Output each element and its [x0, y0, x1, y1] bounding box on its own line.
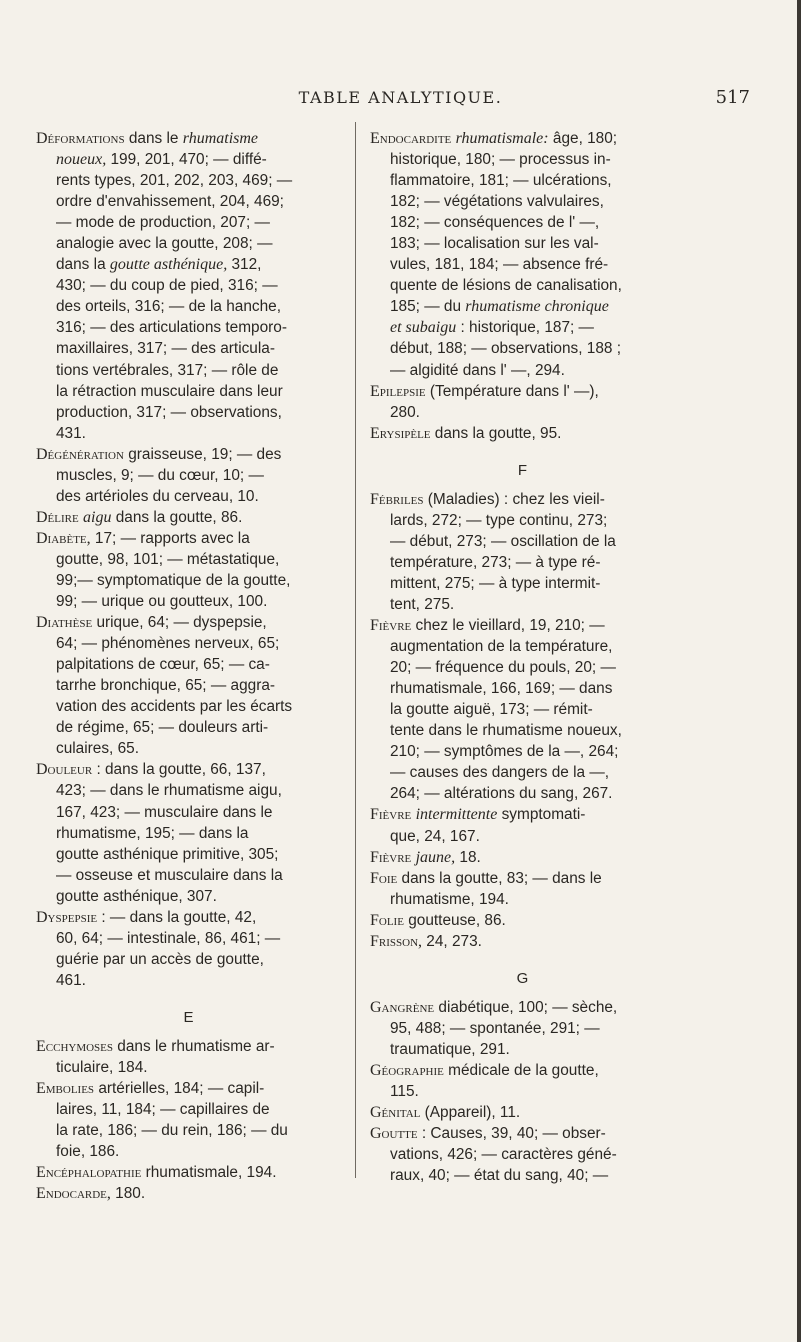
entry-text: 99; — urique ou goutteux, 100. — [56, 593, 268, 611]
entry-text: foie, 186. — [56, 1143, 120, 1161]
entry-line — [370, 594, 675, 615]
entry-headword: Endocarde, — [36, 1185, 111, 1203]
index-entry — [36, 507, 341, 528]
entry-line — [370, 149, 675, 170]
entry-text: rhumatisme, 195; — dans la — [56, 824, 249, 842]
entry-italic-text: noueux, — [56, 151, 107, 169]
entry-text: — osseuse et musculaire dans la — [56, 866, 283, 884]
entry-line — [370, 997, 675, 1018]
entry-text: 210; — symptômes de la —, 264; — [390, 743, 619, 761]
entry-text: analogie avec la goutte, 208; — — [56, 235, 273, 253]
entry-line — [36, 802, 341, 823]
entry-text: chez le vieillard, 19, 210; — — [411, 617, 605, 635]
entry-text: vations, 426; — caractères géné- — [390, 1146, 617, 1164]
entry-line — [370, 552, 675, 573]
entry-text: âge, 180; — [548, 130, 618, 147]
entry-line — [370, 1081, 675, 1102]
entry-text: 264; — altérations du sang, 267. — [390, 785, 613, 803]
entry-headword: Fièvre — [370, 848, 412, 866]
entry-line — [370, 889, 675, 910]
entry-italic-text: goutte asthénique, — [109, 256, 228, 274]
entry-line — [370, 1144, 675, 1165]
entry-text: guérie par un accès de goutte, — [56, 950, 264, 968]
index-entry — [36, 1078, 341, 1162]
entry-line — [36, 886, 341, 907]
entry-headword: Erysipèle — [370, 424, 431, 442]
entry-line — [36, 970, 341, 991]
index-entry — [370, 381, 675, 423]
page-header — [0, 88, 801, 114]
entry-headword: Dégénération — [36, 445, 124, 463]
entry-line — [36, 928, 341, 949]
entry-italic-text: rhumatismale: — [455, 130, 549, 147]
entry-line — [36, 191, 341, 212]
entry-line — [370, 423, 675, 444]
entry-text: que, 24, 167. — [390, 827, 480, 845]
entry-text: flammatoire, 181; — ulcérations, — [390, 172, 612, 190]
entry-text: graisseuse, 19; — des — [123, 445, 282, 463]
entry-line — [370, 489, 675, 510]
entry-line — [370, 868, 675, 889]
index-entry — [36, 1036, 341, 1078]
entry-line — [370, 847, 675, 868]
entry-line — [370, 783, 675, 804]
entry-line — [36, 570, 341, 591]
index-entry — [370, 1060, 675, 1102]
entry-text: médicale de la goutte, — [443, 1061, 599, 1079]
entry-headword: Goutte — [370, 1125, 418, 1143]
entry-text: des orteils, 316; — de la hanche, — [56, 298, 282, 316]
entry-line — [370, 128, 675, 149]
index-entry — [36, 612, 341, 759]
index-entry — [36, 1183, 341, 1204]
entry-line — [36, 696, 341, 717]
entry-line — [370, 296, 675, 317]
entry-headword: Folie — [370, 911, 404, 929]
index-entry — [370, 931, 675, 952]
entry-line — [36, 633, 341, 654]
entry-text: 167, 423; — musculaire dans le — [56, 803, 273, 821]
entry-line — [370, 720, 675, 741]
index-column-right — [370, 128, 675, 1186]
entry-text: dans le rhumatisme ar- — [113, 1037, 275, 1055]
index-entry — [36, 1162, 341, 1183]
entry-text: rhumatismale, 194. — [141, 1164, 277, 1182]
entry-headword: Dyspepsie — [36, 908, 98, 926]
entry-line — [370, 931, 675, 952]
entry-line — [36, 907, 341, 928]
entry-line — [370, 510, 675, 531]
page-number: 517 — [715, 87, 750, 108]
entry-line — [36, 759, 341, 780]
entry-text: 431. — [56, 424, 86, 442]
entry-text: muscles, 9; — du cœur, 10; — — [56, 466, 264, 484]
entry-text: 95, 488; — spontanée, 291; — — [390, 1019, 600, 1037]
entry-line — [36, 486, 341, 507]
entry-line — [36, 275, 341, 296]
entry-text: 183; — localisation sur les val- — [390, 235, 599, 253]
entry-line — [36, 949, 341, 970]
entry-line — [36, 549, 341, 570]
entry-text: vules, 181, 184; — absence fré- — [390, 256, 609, 274]
entry-italic-text: rhumatisme chronique — [465, 298, 609, 316]
entry-text: production, 317; — observations, — [56, 403, 282, 421]
entry-line — [370, 1060, 675, 1081]
entry-line — [370, 573, 675, 594]
entry-line — [36, 1141, 341, 1162]
entry-line — [36, 612, 341, 633]
entry-line — [370, 1039, 675, 1060]
index-entry — [370, 847, 675, 868]
entry-text: 280. — [390, 403, 420, 421]
entry-text: artérielles, 184; — capil- — [94, 1080, 265, 1098]
entry-line — [370, 762, 675, 783]
entry-line — [370, 402, 675, 423]
entry-line — [36, 212, 341, 233]
entry-line — [370, 657, 675, 678]
entry-line — [370, 212, 675, 233]
entry-headword: Ecchymoses — [36, 1037, 114, 1055]
index-entry — [370, 423, 675, 444]
entry-text: tions vertébrales, 317; — rôle de — [56, 361, 279, 379]
entry-text: maxillaires, 317; — des articula- — [56, 340, 275, 358]
entry-italic-text: jaune, — [415, 848, 456, 866]
entry-text: augmentation de la température, — [390, 638, 613, 656]
entry-text: (Appareil), 11. — [420, 1104, 521, 1122]
entry-text: la goutte aiguë, 173; — rémit- — [390, 701, 593, 719]
entry-text: température, 273; — à type ré- — [390, 553, 601, 571]
entry-headword: Fébriles — [370, 490, 424, 508]
entry-text: 115. — [390, 1083, 419, 1101]
index-entry — [370, 489, 675, 615]
entry-text: 60, 64; — intestinale, 86, 461; — — [56, 929, 281, 947]
entry-line — [370, 636, 675, 657]
entry-headword: Douleur — [36, 761, 93, 779]
entry-text: goutte asthénique primitive, 305; — [56, 845, 279, 863]
entry-line — [36, 1078, 341, 1099]
entry-text: tent, 275. — [390, 595, 455, 613]
entry-text: 182; — végétations valvulaires, — [390, 193, 604, 211]
entry-line — [370, 741, 675, 762]
entry-line — [370, 254, 675, 275]
index-entry — [370, 997, 675, 1060]
entry-italic-text: aigu — [83, 508, 112, 526]
entry-line — [370, 275, 675, 296]
entry-text: lards, 272; — type continu, 273; — [390, 511, 608, 529]
entry-line — [36, 1183, 341, 1204]
entry-text: tarrhe bronchique, 65; — aggra- — [56, 677, 276, 695]
entry-text: 24, 273. — [422, 932, 482, 950]
entry-headword: Délire — [36, 508, 79, 526]
index-entry — [36, 128, 341, 444]
entry-text: 423; — dans le rhumatisme aigu, — [56, 782, 282, 800]
entry-line — [370, 1123, 675, 1144]
entry-text: 182; — conséquences de l' —, — [390, 214, 600, 232]
entry-text: des artérioles du cerveau, 10. — [56, 487, 259, 505]
index-entry — [370, 804, 675, 846]
entry-line — [370, 1018, 675, 1039]
entry-line — [36, 1120, 341, 1141]
section-letter: G — [516, 969, 529, 987]
entry-text: rhumatismale, 166, 169; — dans — [390, 680, 613, 698]
entry-text: dans la goutte, 95. — [430, 424, 562, 442]
entry-text: goutte, 98, 101; — métastatique, — [56, 550, 280, 568]
entry-text: traumatique, 291. — [390, 1040, 510, 1058]
entry-line — [36, 738, 341, 759]
entry-line — [36, 675, 341, 696]
entry-text: 312, — [227, 256, 262, 274]
entry-text: (Température dans l' —), — [425, 382, 599, 400]
entry-line — [370, 531, 675, 552]
entry-text: goutteuse, 86. — [403, 911, 506, 929]
entry-line — [370, 338, 675, 359]
entry-headword: Endocardite — [370, 130, 452, 147]
entry-line — [36, 1162, 341, 1183]
entry-line — [36, 865, 341, 886]
entry-headword: Encéphalopathie — [36, 1164, 142, 1182]
entry-text: 17; — rapports avec la — [90, 529, 250, 547]
entry-text: 20; — fréquence du pouls, 20; — — [390, 659, 616, 677]
index-entry — [370, 868, 675, 910]
entry-text: mittent, 275; — à type intermit- — [390, 574, 601, 592]
entry-text: goutte asthénique, 307. — [56, 887, 217, 905]
entry-text: 64; — phénomènes nerveux, 65; — [56, 635, 280, 653]
entry-headword: Fièvre — [370, 806, 412, 824]
entry-headword: Diathèse — [36, 614, 93, 632]
section-letter: E — [183, 1008, 194, 1026]
entry-text: ordre d'envahissement, 204, 469; — [56, 193, 284, 211]
entry-line — [36, 1057, 341, 1078]
entry-headword: Géographie — [370, 1061, 444, 1079]
entry-line — [36, 1036, 341, 1057]
entry-line — [370, 615, 675, 636]
entry-text: — mode de production, 207; — — [56, 214, 270, 232]
entry-line — [370, 699, 675, 720]
entry-headword: Déformations — [36, 130, 125, 147]
entry-line — [36, 823, 341, 844]
entry-text: 430; — du coup de pied, 316; — — [56, 277, 278, 295]
entry-text: : — dans la goutte, 42, — [97, 908, 257, 926]
entry-text: 199, 201, 470; — diffé- — [106, 151, 267, 169]
entry-text: dans la — [56, 256, 110, 274]
entry-text: dans la goutte, 86. — [111, 508, 243, 526]
entry-headword: Diabète, — [36, 529, 91, 547]
index-entry — [36, 444, 341, 507]
index-entry — [370, 615, 675, 804]
entry-text: urique, 64; — dyspepsie, — [92, 614, 267, 632]
entry-text: 99;— symptomatique de la goutte, — [56, 571, 291, 589]
index-entry — [36, 907, 341, 991]
entry-line — [36, 844, 341, 865]
entry-line — [36, 360, 341, 381]
entry-line — [36, 128, 341, 149]
entry-line — [36, 317, 341, 338]
entry-line — [36, 296, 341, 317]
column-divider — [355, 122, 356, 1178]
entry-text: dans le — [124, 130, 183, 147]
entry-line — [36, 254, 341, 275]
entry-line — [36, 170, 341, 191]
index-entry — [370, 1123, 675, 1186]
entry-headword: Fièvre — [370, 617, 412, 635]
entry-text: ticulaire, 184. — [56, 1059, 148, 1077]
entry-line — [36, 381, 341, 402]
entry-line — [36, 528, 341, 549]
entry-text: : Causes, 39, 40; — obser- — [417, 1125, 606, 1143]
entry-text: 316; — des articulations temporo- — [56, 319, 287, 337]
entry-text: 18. — [455, 848, 481, 866]
entry-headword: Epilepsie — [370, 382, 426, 400]
entry-text: culaires, 65. — [56, 740, 139, 758]
section-letter: F — [517, 461, 528, 479]
entry-headword: Génital — [370, 1104, 421, 1122]
entry-line — [370, 360, 675, 381]
entry-line — [36, 717, 341, 738]
entry-text: quente de lésions de canalisation, — [390, 277, 622, 295]
entry-text: rents types, 201, 202, 203, 469; — — [56, 172, 293, 190]
entry-text: raux, 40; — état du sang, 40; — — [390, 1167, 609, 1185]
entry-text: — causes des dangers de la —, — [390, 764, 610, 782]
entry-text: historique, 180; — processus in- — [390, 151, 611, 169]
entry-line — [370, 170, 675, 191]
entry-headword: Embolies — [36, 1080, 95, 1098]
index-entry — [370, 1102, 675, 1123]
entry-text: de régime, 65; — douleurs arti- — [56, 719, 269, 737]
entry-italic-text: intermittente — [415, 806, 498, 824]
entry-text: palpitations de cœur, 65; — ca- — [56, 656, 270, 674]
entry-text: laires, 11, 184; — capillaires de — [56, 1101, 270, 1119]
entry-text: la rétraction musculaire dans leur — [56, 382, 283, 400]
entry-line — [370, 191, 675, 212]
entry-headword: Gangrène — [370, 998, 435, 1016]
entry-text: dans la goutte, 83; — dans le — [397, 869, 602, 887]
running-title: TABLE ANALYTIQUE. — [298, 88, 503, 107]
entry-line — [370, 678, 675, 699]
entry-text: la rate, 186; — du rein, 186; — du — [56, 1122, 288, 1140]
index-entry — [370, 128, 675, 381]
entry-line — [370, 910, 675, 931]
entry-line — [36, 780, 341, 801]
entry-italic-text: rhumatisme — [182, 130, 259, 147]
entry-text: tente dans le rhumatisme noueux, — [390, 722, 622, 740]
index-entry — [36, 759, 341, 906]
entry-line — [370, 233, 675, 254]
entry-text: 185; — du — [390, 298, 466, 316]
entry-text: 461. — [56, 971, 86, 989]
entry-text: — début, 273; — oscillation de la — [390, 532, 616, 550]
entry-text: 180. — [110, 1185, 146, 1203]
entry-line — [36, 444, 341, 465]
entry-text: rhumatisme, 194. — [390, 890, 509, 908]
entry-text: (Maladies) : chez les vieil- — [423, 490, 605, 508]
entry-text: début, 188; — observations, 188 ; — [390, 340, 622, 358]
index-entry — [36, 528, 341, 612]
entry-line — [36, 654, 341, 675]
entry-line — [36, 149, 341, 170]
entry-line — [370, 1165, 675, 1186]
entry-line — [370, 381, 675, 402]
entry-text: : dans la goutte, 66, 137, — [92, 761, 266, 779]
entry-headword: Frisson, — [370, 932, 423, 950]
entry-line — [370, 317, 675, 338]
entry-text: — algidité dans l' —, 294. — [390, 361, 565, 379]
entry-headword: Foie — [370, 869, 398, 887]
entry-italic-text: et subaigu — [390, 319, 457, 337]
entry-line — [36, 338, 341, 359]
index-column-left — [36, 128, 341, 1204]
entry-line — [36, 402, 341, 423]
entry-line — [370, 804, 675, 825]
entry-line — [36, 465, 341, 486]
entry-text: : historique, 187; — — [456, 319, 594, 337]
entry-text: symptomati- — [497, 806, 586, 824]
index-entry — [370, 910, 675, 931]
entry-text: diabétique, 100; — sèche, — [434, 998, 618, 1016]
entry-text: vation des accidents par les écarts — [56, 698, 293, 716]
entry-line — [36, 591, 341, 612]
entry-line — [36, 1099, 341, 1120]
entry-line — [370, 826, 675, 847]
page-edge-shadow — [797, 0, 801, 1342]
entry-line — [36, 507, 341, 528]
entry-line — [370, 1102, 675, 1123]
entry-line — [36, 423, 341, 444]
entry-line — [36, 233, 341, 254]
